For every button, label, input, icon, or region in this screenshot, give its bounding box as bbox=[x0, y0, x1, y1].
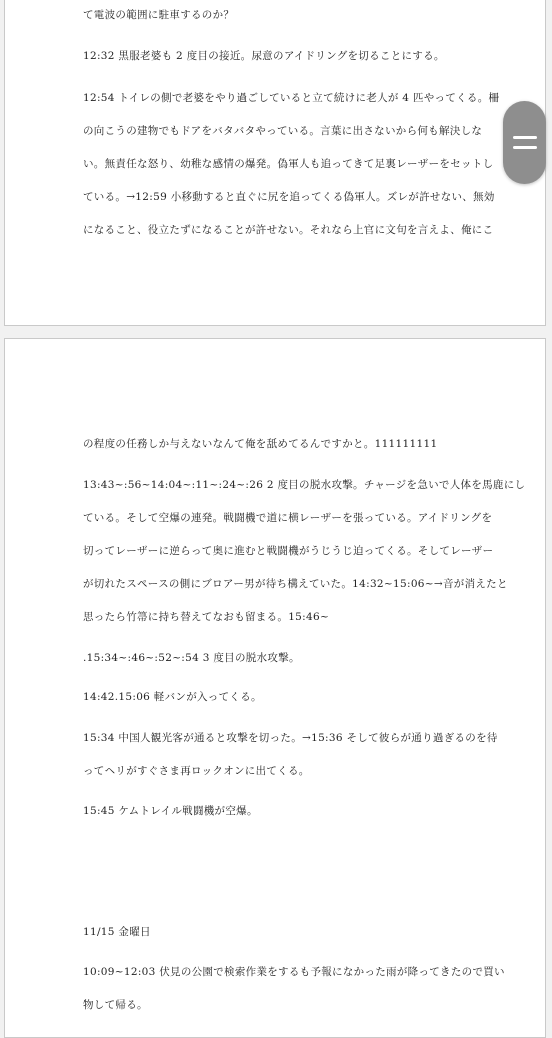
text-line: 10:09~12:03 伏見の公園で検索作業をするも予報になかった雨が降ってきたので買い bbox=[83, 966, 505, 978]
date-heading: 11/15 金曜日 bbox=[83, 926, 151, 938]
text-line: て電波の範囲に駐車するのか？ bbox=[83, 9, 235, 21]
text-line: ている。→12:59 小移動すると直ぐに尻を追ってくる偽軍人。ズレが許せない、無効 bbox=[83, 191, 495, 203]
text-line: の程度の任務しか与えないなんて俺を舐めてるんですかと。111111111 bbox=[83, 438, 438, 450]
menu-icon bbox=[513, 146, 537, 149]
document-page-2 bbox=[4, 338, 546, 1038]
text-line: ている。そして空爆の連発。戦闘機で道に横レーザーを張っている。アイドリングを bbox=[83, 512, 493, 524]
text-line: .15:34~:46~:52~:54 3 度目の脱水攻撃。 bbox=[83, 652, 300, 664]
text-line: 物して帰る。 bbox=[83, 999, 148, 1011]
text-line: になること、役立たずになることが許せない。それなら上官に文句を言えよ、俺にこ bbox=[83, 224, 494, 236]
text-line: 12:54 トイレの側で老婆をやり過ごしていると立て続けに老人が 4 匹やってくる。柵 bbox=[83, 92, 500, 104]
text-line: い。無責任な怒り、幼稚な感情の爆発。偽軍人も追ってきて足裏レーザーをセットし bbox=[83, 158, 494, 170]
text-line: 切ってレーザーに逆らって奥に進むと戦闘機がうじうじ迫ってくる。そしてレーザー bbox=[83, 545, 494, 557]
text-line: 思ったら竹箒に持ち替えてなおも留まる。15:46~ bbox=[83, 611, 330, 623]
document-page-1 bbox=[4, 0, 546, 326]
text-line: の向こうの建物でもドアをバタバタやっている。言葉に出さないから何も解決しな bbox=[83, 125, 483, 137]
menu-handle-button[interactable] bbox=[503, 101, 546, 184]
text-line: 14:42.15:06 軽バンが入ってくる。 bbox=[83, 691, 262, 703]
text-line: 12:32 黒服老婆も 2 度目の接近。尿意のアイドリングを切ることにする。 bbox=[83, 50, 445, 62]
menu-icon bbox=[513, 136, 537, 139]
text-line: 15:34 中国人観光客が通ると攻撃を切った。→15:36 そして彼らが通り過ぎるのを待 bbox=[83, 732, 498, 744]
text-line: が切れたスペースの側にブロアー男が待ち構えていた。14:32~15:06~→音が消えたと bbox=[83, 578, 508, 590]
text-line: 15:45 ケムトレイル戦闘機が空爆。 bbox=[83, 805, 258, 817]
text-line: 13:43~:56~14:04~:11~:24~:26 2 度目の脱水攻撃。チャージを急いで人体を馬鹿にし bbox=[83, 479, 526, 491]
text-line: ってヘリがすぐさま再ロックオンに出てくる。 bbox=[83, 765, 310, 777]
